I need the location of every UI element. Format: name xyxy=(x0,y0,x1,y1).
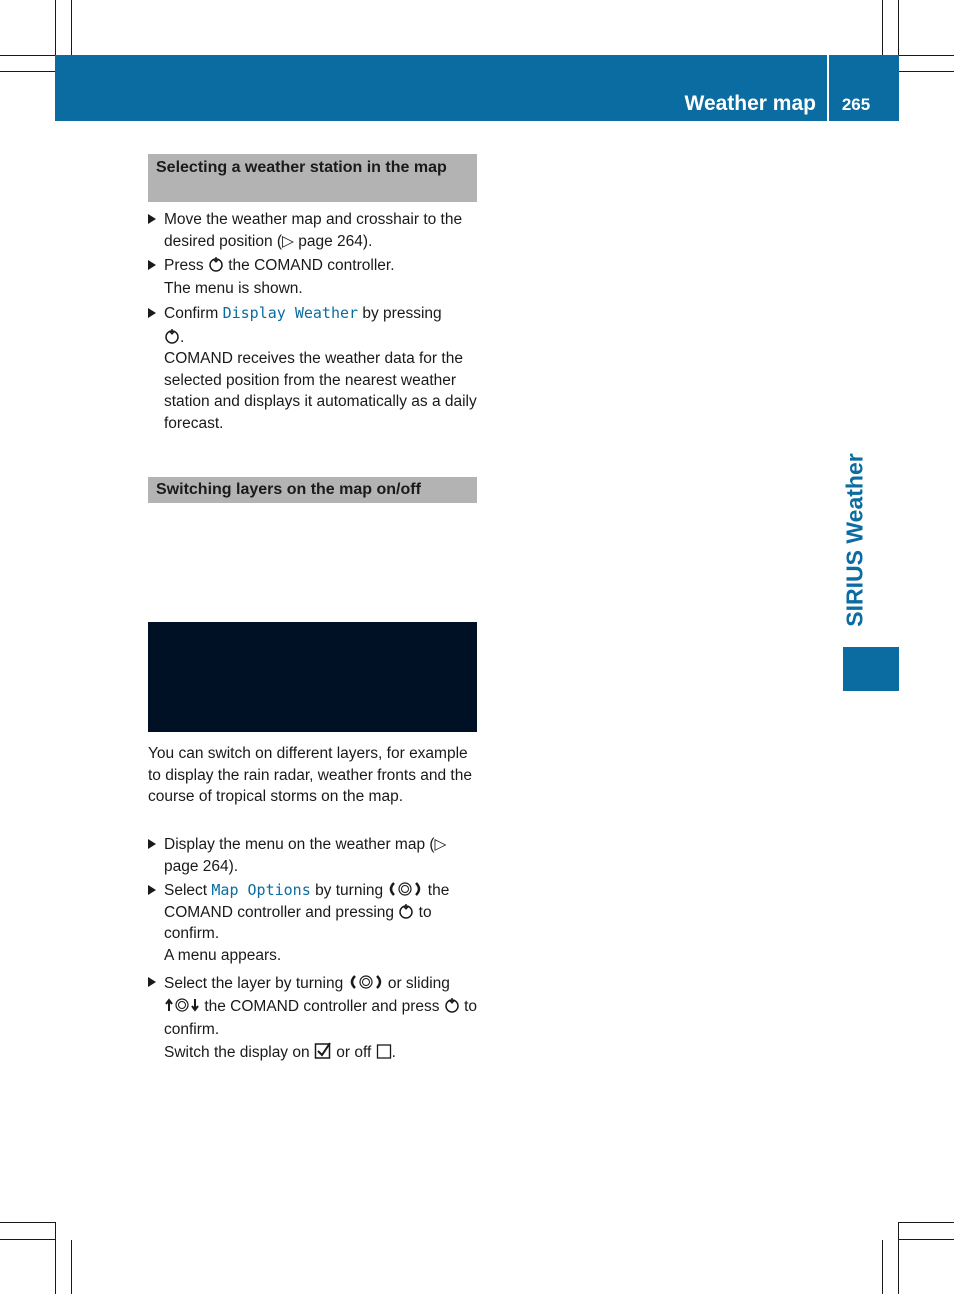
checkbox-empty-icon xyxy=(376,1043,392,1059)
page-title: Weather map xyxy=(684,92,816,115)
crop-mark xyxy=(899,1239,954,1240)
turn-controller-icon xyxy=(348,974,384,990)
section-heading-select-station: Selecting a weather station in the map xyxy=(148,154,477,202)
step-result: . xyxy=(391,1044,396,1061)
crop-mark xyxy=(882,1240,883,1294)
step-text: the COMAND controller and press xyxy=(204,998,440,1015)
step-text: to confirm. xyxy=(164,903,432,942)
bullet-arrow-icon xyxy=(148,839,156,849)
crop-mark xyxy=(71,1240,72,1294)
crop-mark xyxy=(55,0,56,55)
page-number: 265 xyxy=(841,95,871,114)
step-text: Confirm xyxy=(164,305,219,322)
step-text: Select xyxy=(164,882,208,899)
step-select-map-options xyxy=(148,880,480,966)
chapter-tab-label: SIRIUS Weather xyxy=(841,453,868,627)
step-select-layer xyxy=(148,972,480,1064)
turn-controller-icon xyxy=(387,881,423,897)
press-controller-icon xyxy=(164,328,180,344)
intro-paragraph: You can switch on different layers, for example to display the rain radar, weather fronts and the course of tropical storms on the map. xyxy=(148,745,472,805)
step-move-crosshair xyxy=(148,209,480,252)
press-controller-icon xyxy=(208,256,224,272)
menu-item-display-weather: Display Weather xyxy=(222,304,359,322)
crop-mark xyxy=(0,71,55,72)
menu-item-map-options: Map Options xyxy=(211,881,311,899)
step-press-controller xyxy=(148,255,480,299)
step-text: Select the layer by turning xyxy=(164,975,344,992)
step-text: to confirm. xyxy=(164,998,478,1038)
slide-controller-icon xyxy=(164,997,200,1013)
step-text: Move the weather map and crosshair to the desired position (▷ page 264). xyxy=(164,211,463,250)
step-text: . xyxy=(180,328,185,346)
crop-mark xyxy=(899,1222,954,1223)
step-text: by pressing xyxy=(362,305,442,322)
crop-mark xyxy=(0,55,55,56)
step-result: A menu appears. xyxy=(164,946,282,964)
checkbox-checked-icon xyxy=(314,1041,332,1059)
step-result: or off xyxy=(336,1044,372,1061)
bullet-arrow-icon xyxy=(148,214,156,224)
step-text: Display the menu on the weather map (▷ page 264). xyxy=(164,836,447,875)
step-result: The menu is shown. xyxy=(164,279,303,297)
crop-mark xyxy=(898,0,899,55)
chapter-tab-marker xyxy=(843,647,899,691)
crop-mark xyxy=(71,0,72,55)
press-controller-icon xyxy=(398,903,414,919)
header-divider xyxy=(827,55,829,121)
crop-mark xyxy=(55,1222,56,1294)
step-display-menu xyxy=(148,834,480,877)
step-text: by turning xyxy=(315,882,384,899)
bullet-arrow-icon xyxy=(148,260,156,270)
bullet-arrow-icon xyxy=(148,977,156,987)
crop-mark xyxy=(899,55,954,56)
bullet-arrow-icon xyxy=(148,885,156,895)
crop-mark xyxy=(0,1239,55,1240)
bullet-arrow-icon xyxy=(148,308,156,318)
step-confirm-display-weather xyxy=(148,303,480,434)
step-text: the COMAND controller. xyxy=(228,257,395,274)
weather-screen-image xyxy=(148,622,477,732)
chapter-tab xyxy=(840,440,870,640)
crop-mark xyxy=(0,1222,55,1223)
step-text: or sliding xyxy=(387,975,450,992)
section-heading-switch-layers: Switching layers on the map on/off xyxy=(148,477,477,503)
crop-mark xyxy=(882,0,883,55)
step-text: Press xyxy=(164,257,204,274)
crop-mark xyxy=(899,71,954,72)
step-result: Switch the display on xyxy=(164,1044,310,1061)
crop-mark xyxy=(898,1222,899,1294)
step-result: COMAND receives the weather data for the selected position from the nearest weather station and displays it automatically as a daily forecast. xyxy=(164,350,477,432)
step-text: the COMAND controller and pressing xyxy=(164,882,450,921)
press-controller-icon xyxy=(444,997,460,1013)
